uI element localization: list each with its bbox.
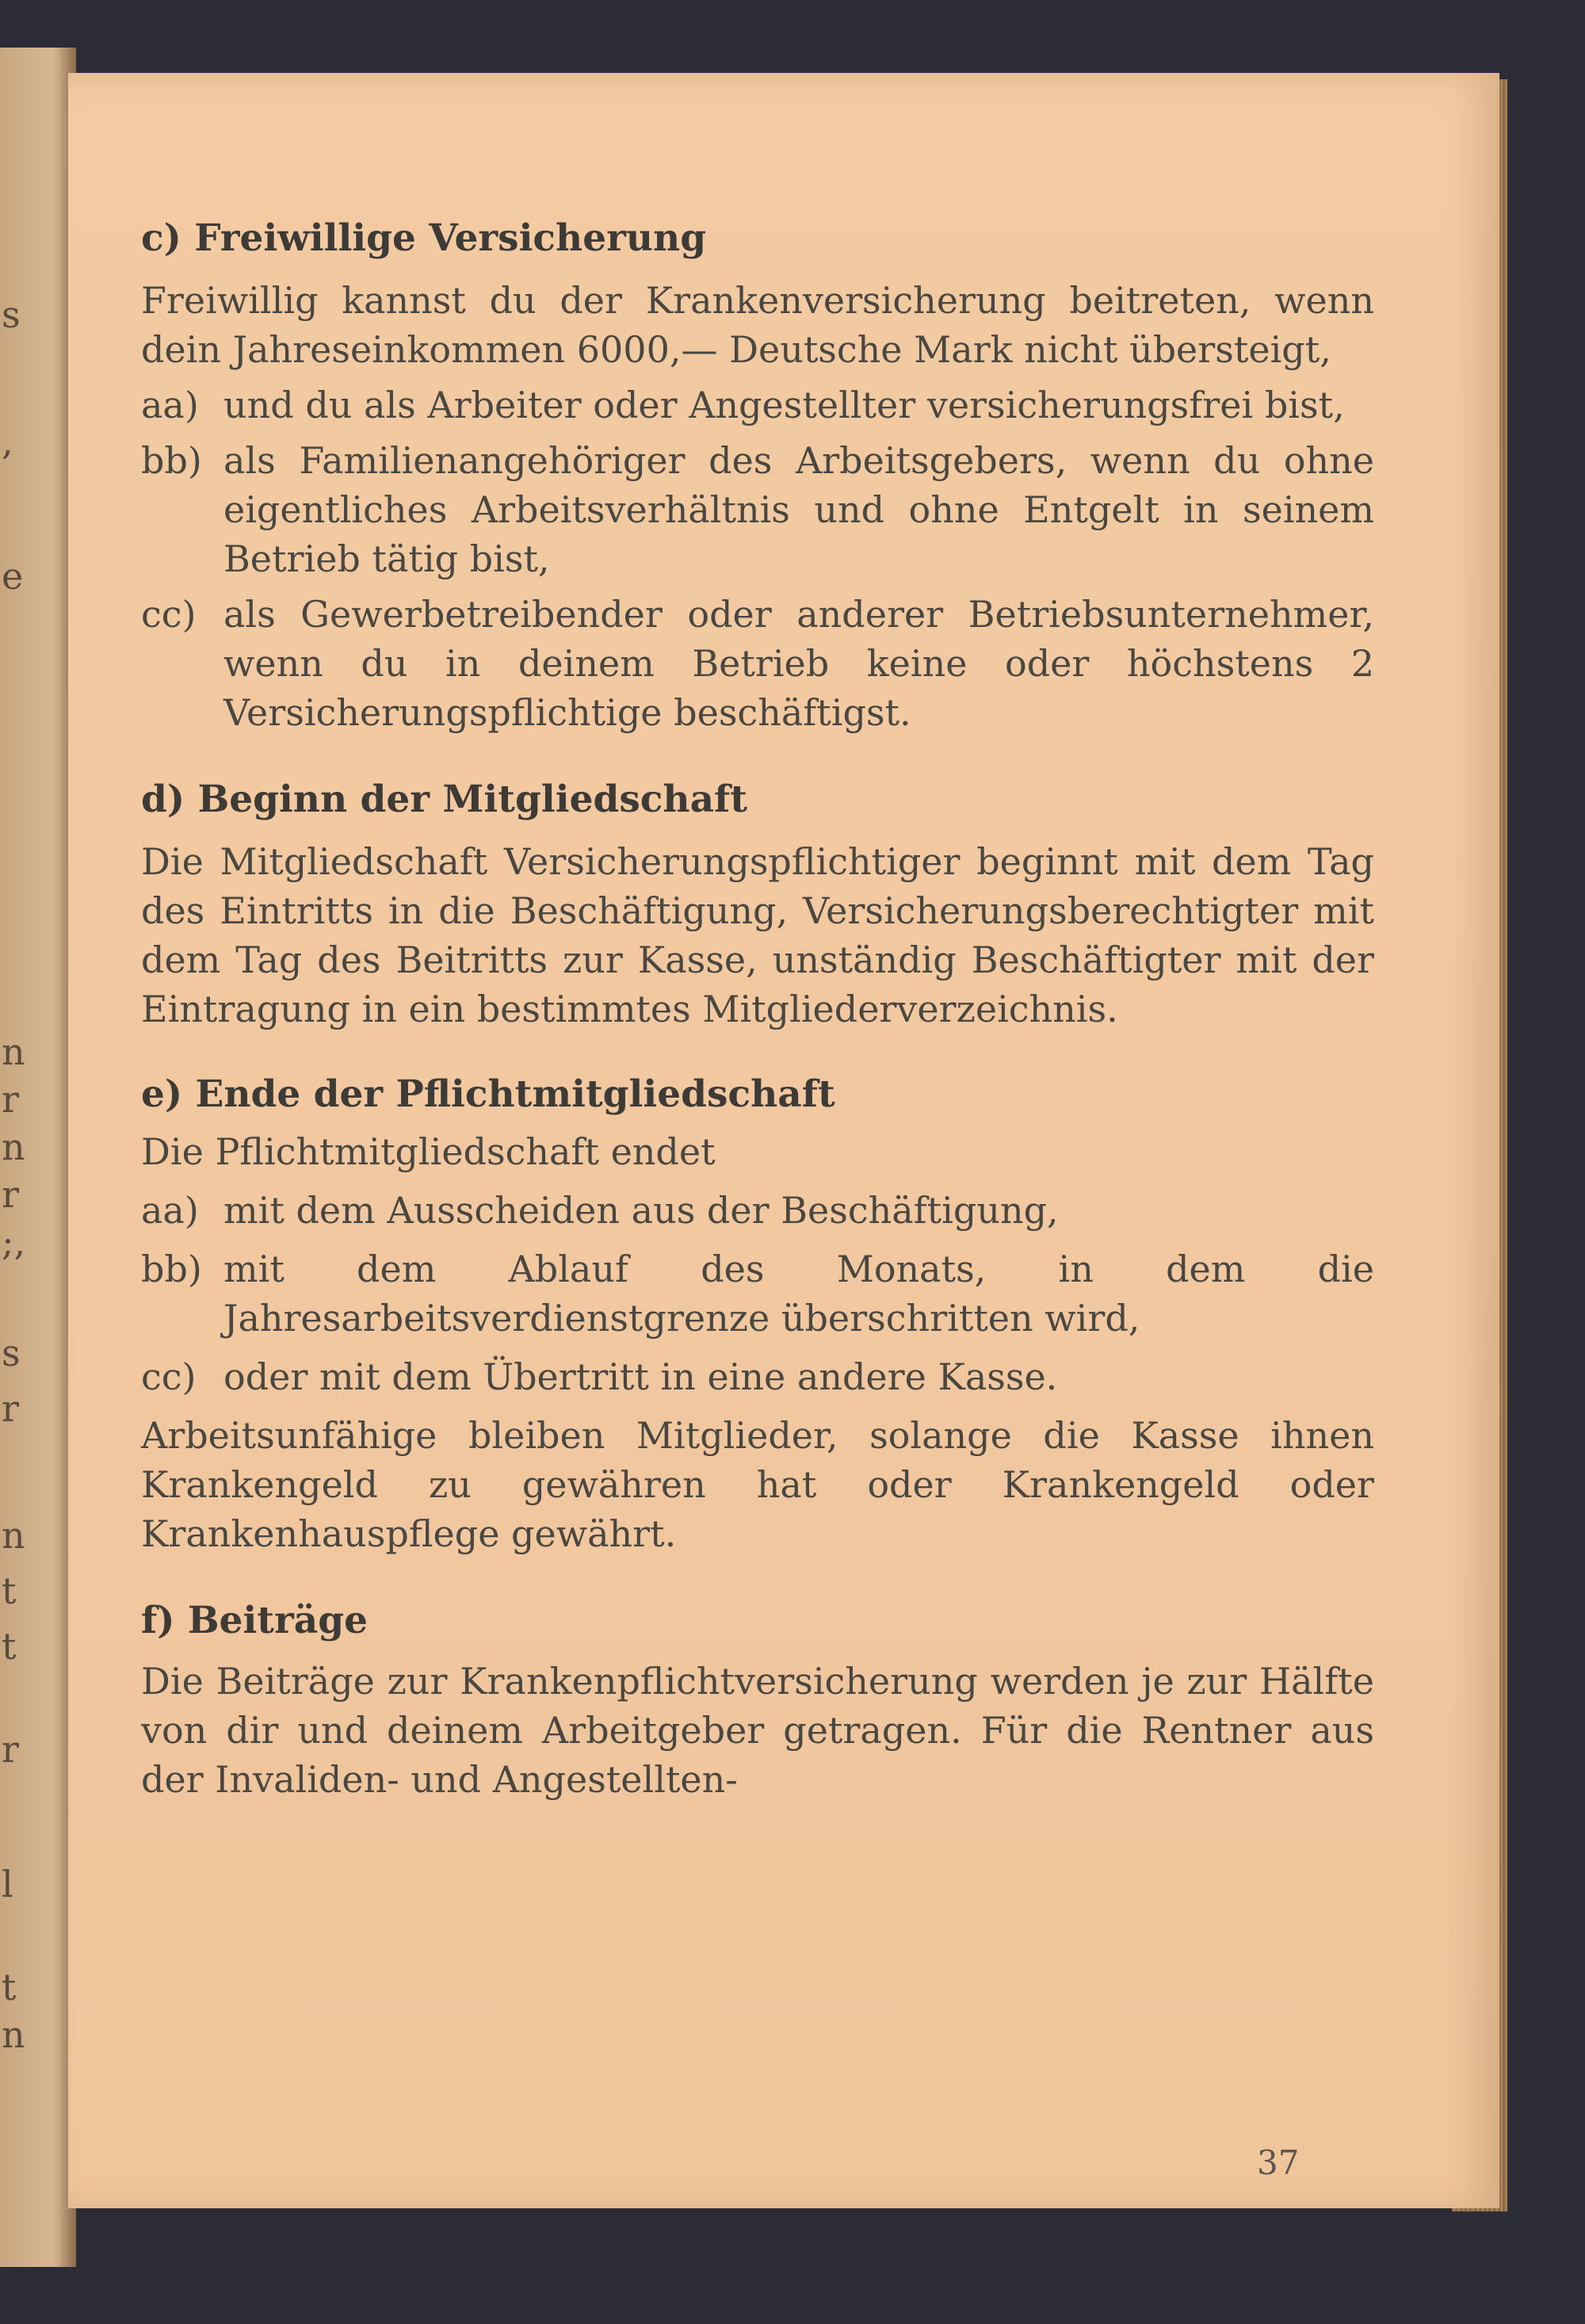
list-item bbox=[141, 380, 1374, 430]
section-paragraph: Die Pflichtmitgliedschaft endet bbox=[141, 1130, 716, 1173]
prev-page-fragment: t bbox=[2, 1966, 17, 2009]
prev-page-fragment: n bbox=[2, 2013, 25, 2056]
list-item-text: mit dem Ablauf des Monats, in dem die Jahresarbeitsverdienstgrenze überschritten wird, bbox=[223, 1248, 1374, 1340]
previous-page-edge bbox=[0, 48, 76, 2267]
list-item bbox=[141, 1186, 1374, 1235]
prev-page-fragment: s bbox=[2, 1332, 21, 1374]
prev-page-fragment: t bbox=[2, 1569, 17, 1612]
prev-page-fragment: n bbox=[2, 1030, 25, 1073]
list-item bbox=[141, 590, 1374, 737]
list-item-label: bb) bbox=[141, 1248, 202, 1290]
list-item bbox=[141, 436, 1374, 583]
section-heading: f) Beiträge bbox=[141, 1599, 368, 1642]
list-item-label: aa) bbox=[141, 1189, 199, 1232]
list-item-text: als Gewerbetreibender oder anderer Betriebsunternehmer, wenn du in deinem Betrieb keine oder höchstens 2 Versicherungspflichtige beschäftigst. bbox=[223, 593, 1374, 734]
list-item-label: bb) bbox=[141, 439, 202, 482]
list-item bbox=[141, 1352, 1374, 1401]
section-heading: c) Freiwillige Versicherung bbox=[141, 216, 707, 260]
prev-page-fragment: r bbox=[2, 1387, 19, 1430]
prev-page-fragment: r bbox=[2, 1078, 19, 1121]
section-heading: e) Ende der Pflichtmitgliedschaft bbox=[141, 1072, 835, 1116]
section-heading: d) Beginn der Mitgliedschaft bbox=[141, 778, 747, 821]
list-item-text: und du als Arbeiter oder Angestellter versicherungsfrei bist, bbox=[223, 384, 1345, 426]
list-item-label: aa) bbox=[141, 384, 199, 426]
page-number: 37 bbox=[1257, 2143, 1300, 2182]
page-content bbox=[141, 214, 1374, 1804]
prev-page-fragment: l bbox=[2, 1863, 13, 1905]
prev-page-fragment: s bbox=[2, 293, 21, 336]
prev-page-fragment: ;, bbox=[2, 1221, 26, 1263]
list-item bbox=[141, 1244, 1374, 1343]
prev-page-fragment: , bbox=[2, 420, 13, 463]
prev-page-fragment: r bbox=[2, 1728, 19, 1771]
section-paragraph: Die Mitgliedschaft Versicherungspflichtiger beginnt mit dem Tag des Eintritts in die Beschäftigung, Versicherungsberechtigter mit dem Tag des Beitritts zur Kasse, unständig Beschäftigter mit der Eintragung in ein bestimmtes Mitgliederverzeichnis. bbox=[141, 840, 1374, 1030]
prev-page-fragment: t bbox=[2, 1625, 17, 1668]
book-page bbox=[68, 73, 1499, 2208]
prev-page-fragment: e bbox=[2, 555, 24, 598]
list-item-label: cc) bbox=[141, 593, 197, 636]
prev-page-fragment: n bbox=[2, 1514, 25, 1557]
prev-page-fragment: r bbox=[2, 1173, 19, 1216]
list-item-label: cc) bbox=[141, 1355, 197, 1398]
section-paragraph: Die Beiträge zur Krankenpflichtversicherung werden je zur Hälfte von dir und deinem Arbeitgeber getragen. Für die Rentner aus der Invaliden- und Angestellten- bbox=[141, 1660, 1374, 1801]
prev-page-fragment: n bbox=[2, 1126, 25, 1168]
list-item-text: oder mit dem Übertritt in eine andere Kasse. bbox=[223, 1355, 1058, 1398]
section-paragraph: Freiwillig kannst du der Krankenversicherung beitreten, wenn dein Jahreseinkommen 6000,— Deutsche Mark nicht übersteigt, bbox=[141, 279, 1374, 371]
list-item-text: als Familienangehöriger des Arbeitsgebers, wenn du ohne eigentliches Arbeitsverhältnis und ohne Entgelt in seinem Betrieb tätig bist, bbox=[223, 439, 1374, 580]
list-item-text: mit dem Ausscheiden aus der Beschäftigung, bbox=[223, 1189, 1059, 1232]
section-paragraph: Arbeitsunfähige bleiben Mitglieder, solange die Kasse ihnen Krankengeld zu gewähren hat oder Krankengeld oder Krankenhauspflege gewährt. bbox=[141, 1414, 1374, 1555]
